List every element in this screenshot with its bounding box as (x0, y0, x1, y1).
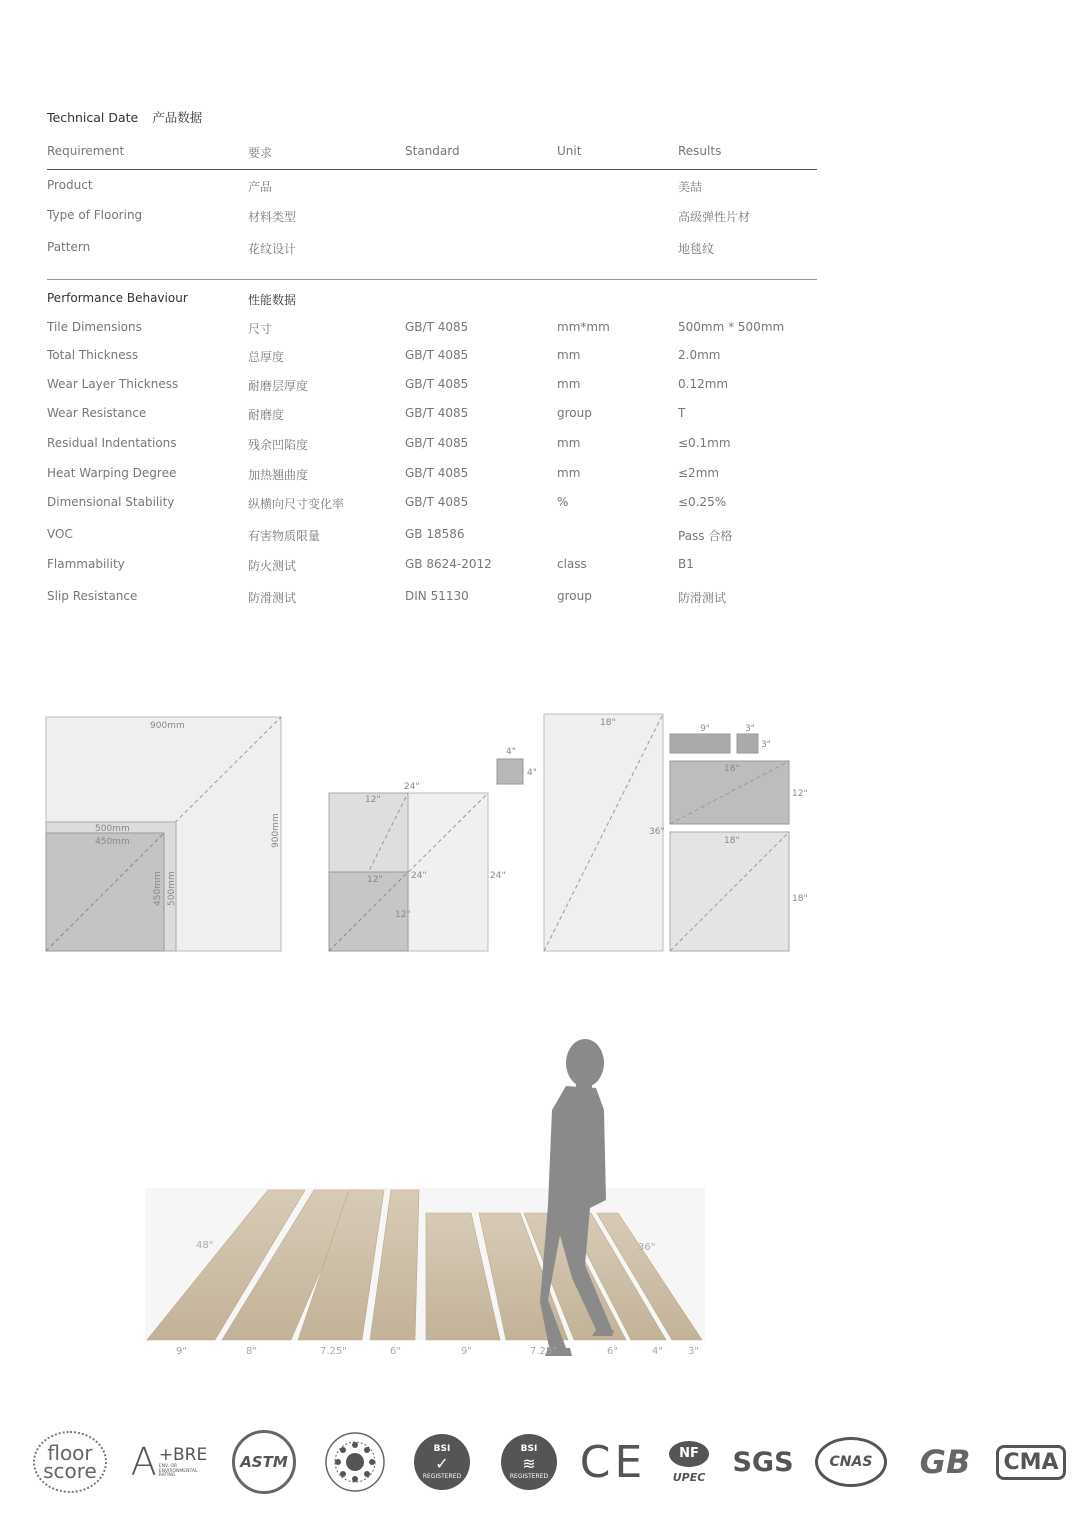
table-cell: 0.12mm (678, 377, 729, 391)
section-divider (47, 279, 817, 280)
dim-label: 4" (652, 1346, 663, 1357)
table-cell: Wear Layer Thickness (47, 377, 179, 391)
floorscore-bottom: score (43, 1459, 97, 1483)
table-cell: 耐磨度 (248, 408, 285, 422)
page-title (47, 108, 216, 126)
plank-illustration (0, 1030, 1080, 1370)
cnas-text: CNAS (815, 1437, 887, 1487)
table-cell: VOC (47, 527, 73, 541)
dim-label: 18" (792, 894, 808, 904)
table-cell: 防滑测试 (248, 591, 297, 605)
table-cell: GB/T 4085 (405, 466, 469, 480)
sgs-logo: SGS (732, 1446, 794, 1478)
dim-label: 500mm (95, 824, 130, 834)
dim-label: 3" (745, 724, 755, 734)
table-cell: group (557, 589, 592, 603)
dim-label: 9" (700, 724, 710, 734)
floorscore-logo (32, 1430, 108, 1494)
table-cell: Type of Flooring (47, 208, 143, 222)
dim-label: 24" (411, 871, 427, 881)
dim-label: 36" (649, 827, 665, 837)
table-cell: GB/T 4085 (405, 320, 469, 334)
table-cell: class (557, 557, 587, 571)
dim-label: 7.25" (530, 1346, 557, 1357)
upec-text: UPEC (672, 1470, 706, 1484)
table-cell: 材料类型 (248, 210, 297, 224)
table-cell: DIN 51130 (405, 589, 469, 603)
header-unit: Unit (557, 144, 582, 158)
dim-label: 900mm (150, 721, 185, 731)
table-cell: 耐磨层厚度 (248, 379, 309, 393)
table-cell: Slip Resistance (47, 589, 138, 603)
dim-label: 3" (761, 740, 771, 750)
nf-upec-logo (664, 1430, 714, 1494)
table-cell: 总厚度 (248, 350, 285, 364)
dim-label: 6" (607, 1346, 618, 1357)
header-standard: Standard (405, 144, 460, 158)
tile-9x3 (670, 734, 730, 753)
dim-label: 9" (461, 1346, 472, 1357)
bre-plus: + (158, 1444, 174, 1465)
table-cell: Flammability (47, 557, 125, 571)
table-cell: 地毯纹 (678, 242, 715, 256)
bre-name: BRE (173, 1444, 208, 1465)
dim-label: 48" (196, 1240, 214, 1251)
table-cell: mm (557, 436, 581, 450)
dim-label: 7.25" (320, 1346, 347, 1357)
dim-label: 12" (365, 795, 381, 805)
ce-logo: CE (579, 1436, 647, 1488)
tile-4 (497, 759, 523, 784)
table-cell: ≤0.25% (678, 495, 727, 509)
table-cell: Pass 合格 (678, 529, 733, 543)
table-cell: Residual Indentations (47, 436, 177, 450)
cma-logo (998, 1430, 1064, 1494)
table-cell: mm*mm (557, 320, 610, 334)
table-cell: 纵横向尺寸变化率 (248, 497, 345, 511)
dim-label: 36" (638, 1242, 656, 1253)
table-cell: 花纹设计 (248, 242, 297, 256)
accreditation-seal-icon (322, 1430, 388, 1494)
table-cell: Heat Warping Degree (47, 466, 177, 480)
cma-text: CMA (996, 1445, 1065, 1480)
dim-label: 450mm (95, 837, 130, 847)
bsi2-ring: REGISTERED (509, 1473, 549, 1480)
table-cell: 防滑测试 (678, 591, 727, 605)
astm-text: ASTM (232, 1430, 296, 1494)
bsi-ring: REGISTERED (422, 1473, 462, 1480)
header-requirement: Requirement (47, 144, 125, 158)
dim-label: 24" (490, 871, 506, 881)
bsi-top: BSI (433, 1444, 451, 1454)
table-cell: Total Thickness (47, 348, 139, 362)
table-cell: 2.0mm (678, 348, 721, 362)
gb-logo: GB (919, 1443, 971, 1481)
header-results: Results (678, 144, 722, 158)
table-cell: Tile Dimensions (47, 320, 142, 334)
table-cell: % (557, 495, 569, 509)
table-cell: GB/T 4085 (405, 377, 469, 391)
bsi2-top: BSI (520, 1444, 538, 1454)
table-cell: ≤2mm (678, 466, 720, 480)
title-en: Technical Date (47, 110, 139, 125)
dim-label: 9" (176, 1346, 187, 1357)
dim-label: 8" (246, 1346, 257, 1357)
cnas-logo (814, 1430, 888, 1494)
dim-label: 12" (367, 875, 383, 885)
dim-label: 3" (688, 1346, 699, 1357)
diagram-imperial-rect (544, 714, 808, 951)
title-zh: 产品数据 (152, 110, 203, 125)
dim-label: 900mm (271, 813, 281, 848)
table-cell: 产品 (248, 180, 273, 194)
table-cell: 500mm * 500mm (678, 320, 785, 334)
dim-label: 500mm (167, 871, 177, 906)
table-cell: mm (557, 466, 581, 480)
bsi-logo-2: BSI ≋ REGISTERED (497, 1430, 561, 1494)
diagram-imperial-square (329, 747, 537, 951)
table-cell: GB/T 4085 (405, 406, 469, 420)
table-cell: 高级弹性片材 (678, 210, 751, 224)
tile-size-diagrams (0, 700, 1080, 960)
astm-logo (230, 1430, 298, 1494)
table-cell: Product (47, 178, 93, 192)
dim-label: 4" (527, 768, 537, 778)
header-divider (47, 169, 817, 170)
nf-badge: NF (669, 1441, 709, 1467)
bre-logo (132, 1430, 206, 1494)
table-cell: ≤0.1mm (678, 436, 731, 450)
dim-label: 6" (390, 1346, 401, 1357)
floorscore-top: floor (47, 1441, 93, 1465)
table-cell: GB/T 4085 (405, 436, 469, 450)
bsi-logo: BSI ✓ REGISTERED (410, 1430, 474, 1494)
performance-heading-zh: 性能数据 (248, 293, 297, 307)
table-cell: GB/T 4085 (405, 348, 469, 362)
performance-heading: Performance Behaviour (47, 291, 188, 305)
dim-label: 4" (506, 747, 516, 757)
table-cell: 加热翘曲度 (248, 468, 309, 482)
dim-label: 24" (404, 782, 420, 792)
table-cell: GB 18586 (405, 527, 465, 541)
table-cell: 美喆 (678, 180, 703, 194)
table-cell: Dimensional Stability (47, 495, 175, 509)
bre-sub: ENV. OR ENVIRONMENTAL RATING (158, 1463, 198, 1479)
table-cell: mm (557, 348, 581, 362)
table-cell: Wear Resistance (47, 406, 147, 420)
table-cell: GB/T 4085 (405, 495, 469, 509)
header-requirement-zh: 要求 (248, 146, 273, 160)
dim-label: 450mm (153, 871, 163, 906)
table-cell: T (678, 406, 686, 420)
table-cell: GB 8624-2012 (405, 557, 492, 571)
dim-label: 12" (792, 789, 808, 799)
tile-3x3 (737, 734, 758, 753)
bre-a: A (130, 1440, 157, 1484)
dim-label: 18" (724, 836, 740, 846)
table-cell: B1 (678, 557, 694, 571)
dim-label: 18" (600, 718, 616, 728)
table-cell: 尺寸 (248, 322, 273, 336)
dim-label: 12" (395, 910, 411, 920)
diagram-metric (46, 717, 281, 951)
table-cell: group (557, 406, 592, 420)
dim-label: 18" (724, 764, 740, 774)
table-cell: 防火测试 (248, 559, 297, 573)
table-cell: 有害物质限量 (248, 529, 321, 543)
table-cell: mm (557, 377, 581, 391)
table-cell: 残余凹陷度 (248, 438, 309, 452)
table-cell: Pattern (47, 240, 91, 254)
